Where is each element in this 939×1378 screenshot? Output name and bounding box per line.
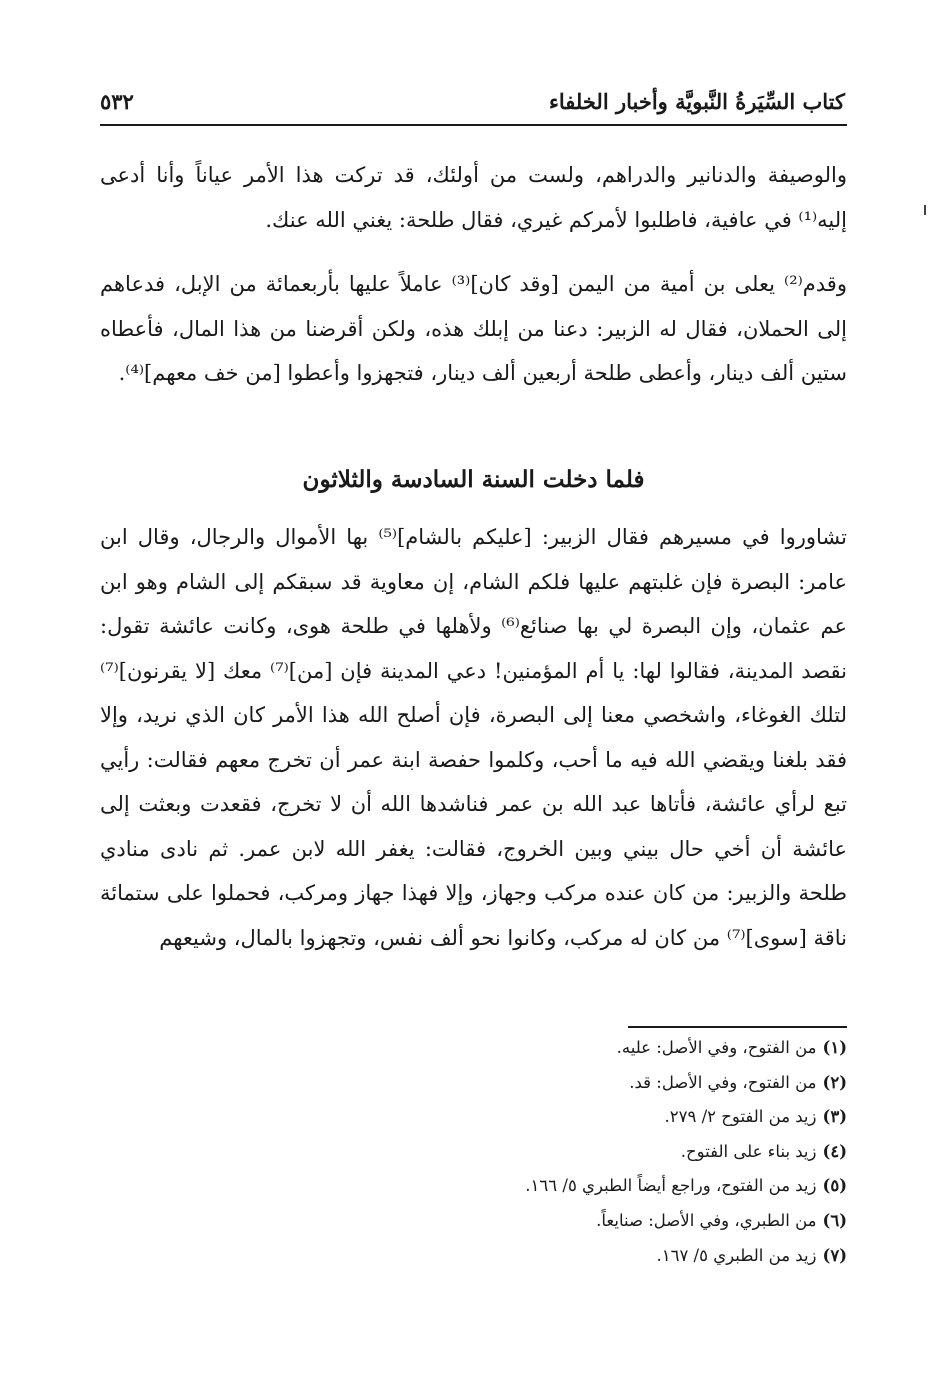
- margin-mark: [924, 205, 932, 215]
- footnote-number: (٤): [822, 1141, 847, 1161]
- running-header-title: كتاب السِّيَرةُ النَّبويَّة وأخبار الخلفاء: [549, 89, 845, 114]
- footnote-text: زيد بناء على الفتوح.: [680, 1141, 817, 1161]
- footnote-item: [300, 1204, 847, 1239]
- footnote-number: (١): [822, 1038, 847, 1057]
- footnote-text: من الفتوح، وفي الأصل: عليه.: [616, 1038, 817, 1057]
- header-rule: [100, 124, 847, 126]
- paragraph-2: وقدم⁽²⁾ يعلى بن أمية من اليمن [وقد كان]⁽³⁾ عاملاً عليها بأربعمائة من الإبل، فدعاهم إلى الحملان، فقال له الزبير: دعنا من إبلك هذه، ولكن أقرضنا من هذا المال، فأعطاه ستين ألف دينار، وأعطى طلحة أربعين ألف دينار، فتجهزوا وأعطوا [من خف معهم]⁽⁴⁾.: [100, 272, 847, 385]
- section-heading: فلما دخلت السنة السادسة والثلاثون: [302, 466, 645, 493]
- footnote-number: (٧): [822, 1245, 847, 1265]
- footnote-number: (٢): [822, 1072, 847, 1092]
- footnote-text: زيد من الطبري ٥/ ١٦٧.: [656, 1245, 817, 1265]
- footnote-text: من الطبري، وفي الأصل: صنايعاً.: [596, 1210, 817, 1230]
- paragraph-1: والوصيفة والدنانير والدراهم، ولست من أولئك، قد تركت هذا الأمر عياناً وأنا أدعى إليه⁽¹⁾ في عافية، فاطلبوا لأمركم غيري، فقال طلحة: يغني الله عنك.: [100, 163, 847, 232]
- footnote-item: [300, 1135, 847, 1170]
- footnote-number: (٦): [822, 1210, 847, 1230]
- page-number: ٥٣٢: [100, 89, 134, 114]
- footnote-item: [300, 1066, 847, 1101]
- footnote-item: [300, 1169, 847, 1204]
- footnote-item: [300, 1239, 847, 1274]
- footnote-text: من الفتوح، وفي الأصل: قد.: [629, 1072, 817, 1092]
- footnote-item: [300, 1100, 847, 1135]
- footnote-number: (٥): [822, 1176, 847, 1196]
- paragraph-3: تشاوروا في مسيرهم فقال الزبير: [عليكم بالشام]⁽⁵⁾ بها الأموال والرجال، وقال ابن عامر: البصرة فإن غلبتهم عليها فلكم الشام، إن معاوية قد سبقكم إلى الشام وهو ابن عم عثمان، وإن البصرة لي بها صنائع⁽⁶⁾ ولأهلها في طلحة هوى، وكانت عائشة تقول: نقصد المدينة، فقالوا لها: يا أم المؤمنين! دعي المدينة فإن [من]⁽⁷⁾ معك [لا يقرنون]⁽⁷⁾ لتلك الغوغاء، واشخصي معنا إلى البصرة، فإن أصلح الله هذا الأمر كان الذي نريد، وإلا فقد بلغنا ويقضي الله فيه ما أحب، وكلموا حفصة ابنة عمر أن تخرج معهم فقالت: رأيي تبع لرأي عائشة، فأتاها عبد الله بن عمر فناشدها الله أن لا تخرج، فقعدت وبعثت إلى عائشة أن أخي حال بيني وبين الخروج، فقالت: يغفر الله لابن عمر. ثم نادى منادي طلحة والزبير: من كان عنده مركب وجهاز، وإلا فهذا جهاز ومركب، فحملوا على ستمائة ناقة [سوى]⁽⁷⁾ من كان له مركب، وكانوا نحو ألف نفس، وتجهزوا بالمال، وشيعهم: [100, 525, 847, 950]
- footnote-item: [300, 1031, 847, 1066]
- footnote-rule: [628, 1026, 847, 1028]
- running-header: [100, 82, 845, 122]
- footnotes-list: [300, 1031, 847, 1273]
- footnote-text: زيد من الفتوح، وراجع أيضاً الطبري ٥/ ١٦٦.: [525, 1176, 817, 1196]
- footnote-number: (٣): [822, 1107, 847, 1127]
- footnote-text: زيد من الفتوح ٢/ ٢٧٩.: [664, 1107, 817, 1127]
